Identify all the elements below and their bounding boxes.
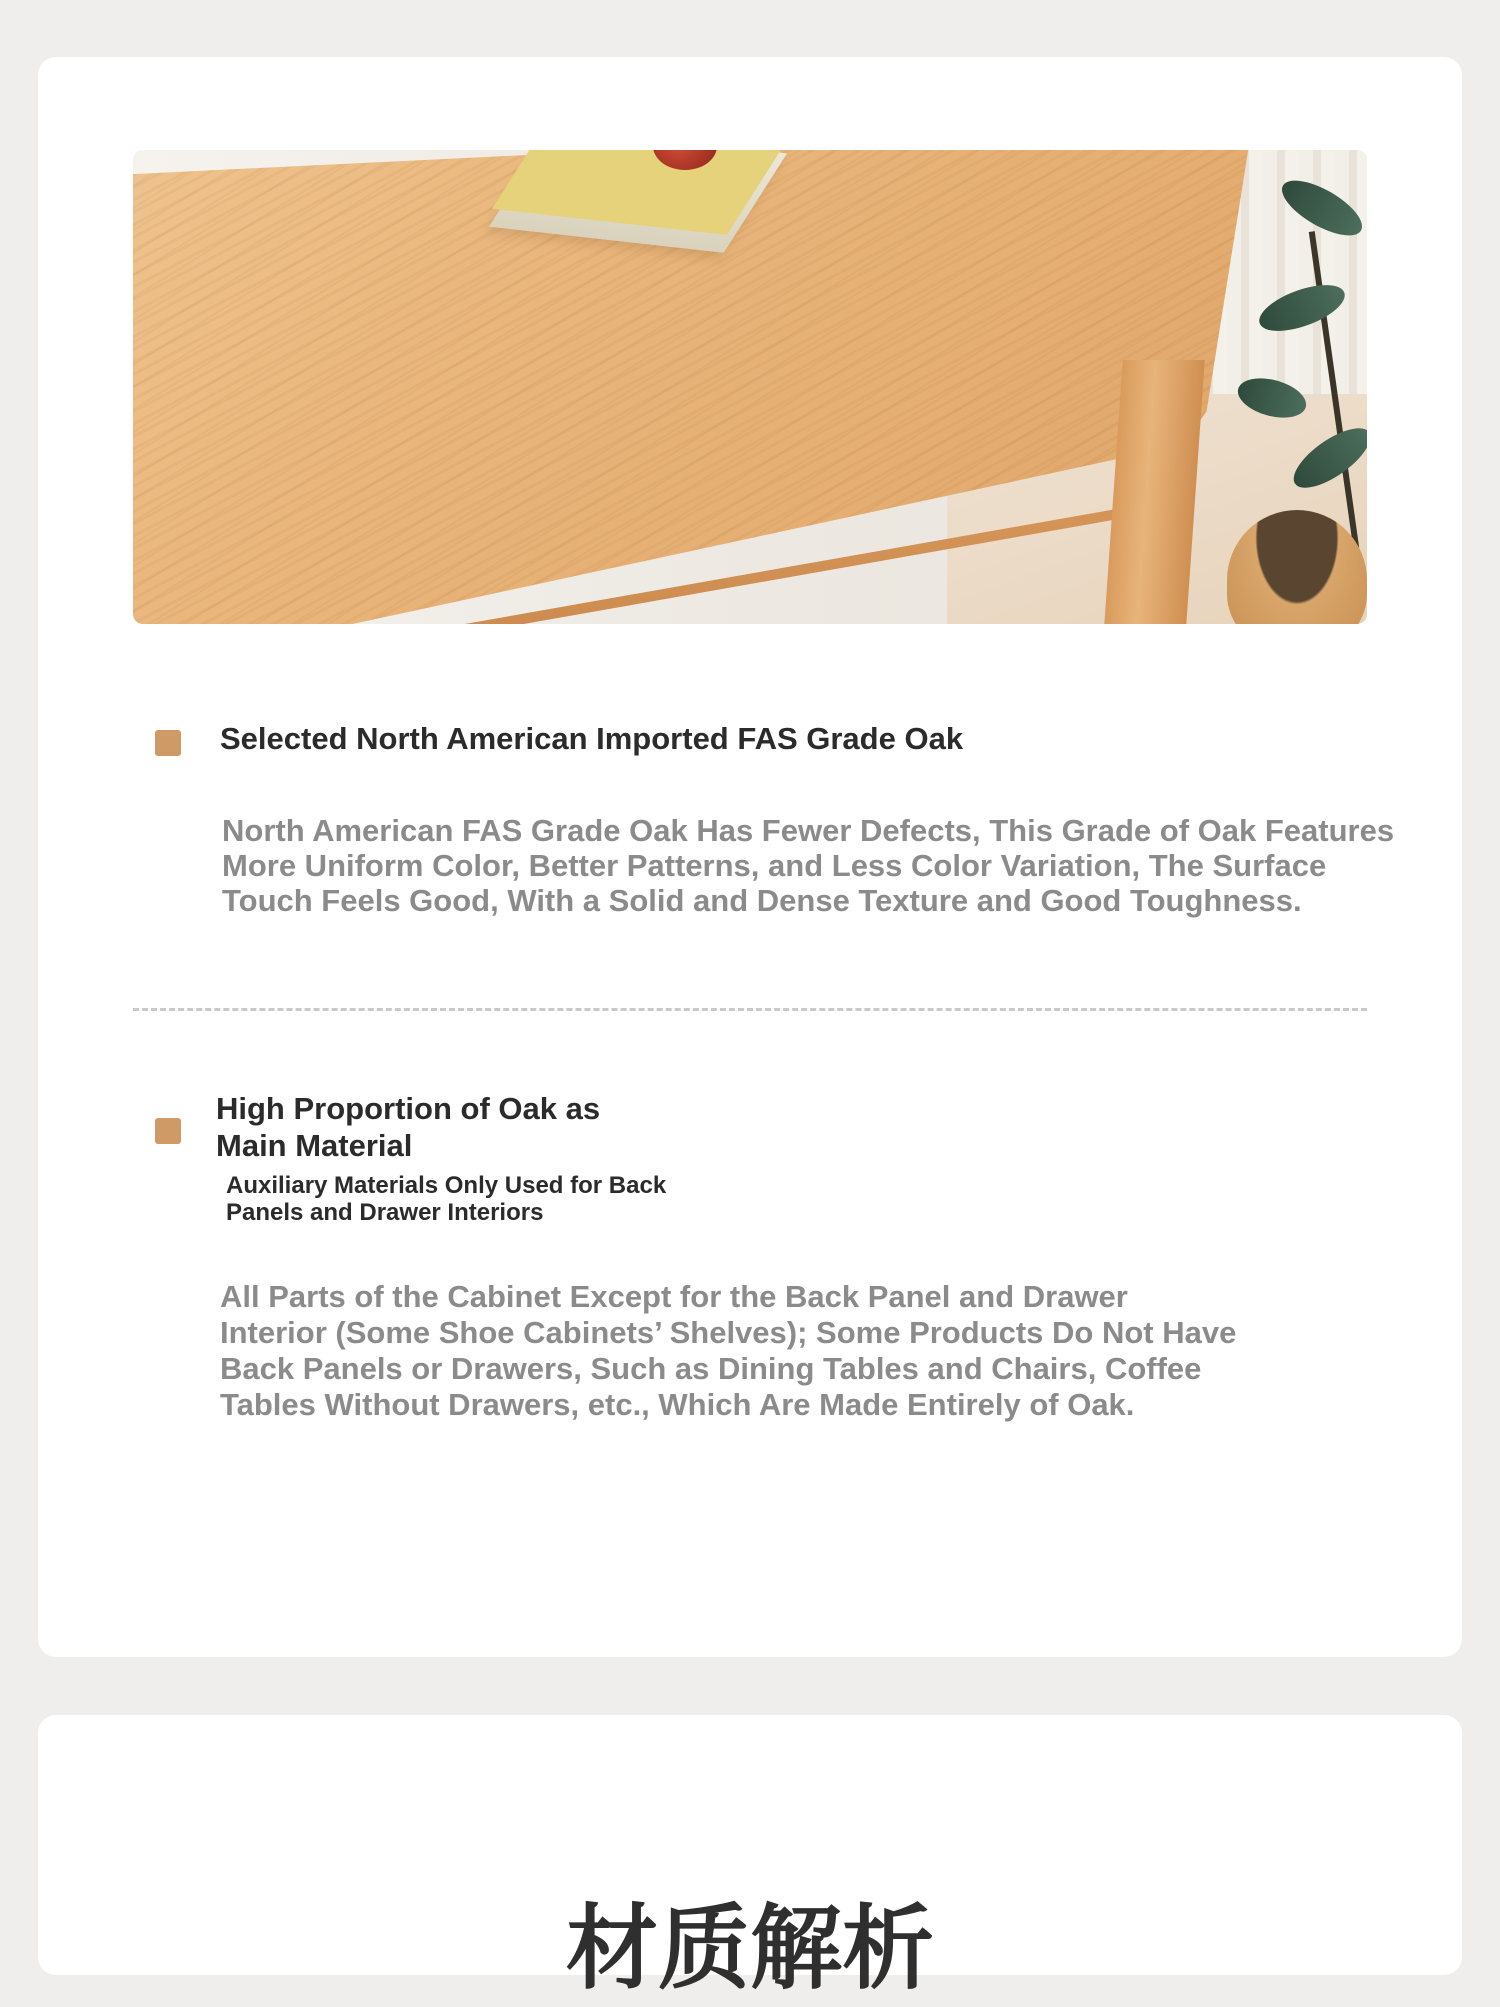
material-card: [38, 57, 1462, 1657]
section-title: 材质解析: [565, 1895, 934, 2002]
feature-description: [222, 813, 1442, 918]
subtitle-line: Panels and Drawer Interiors: [226, 1199, 544, 1226]
description-line: North American FAS Grade Oak Has Fewer Defects, This Grade of Oak Features: [222, 813, 1395, 848]
feature-bullet-icon: [155, 1118, 181, 1144]
description-line: Tables Without Drawers, etc., Which Are Made Entirely of Oak.: [220, 1387, 1135, 1422]
feature-title-text: Selected North American Imported FAS Grade Oak: [220, 721, 964, 756]
feature-title: [216, 1090, 916, 1164]
feature-title-line: High Proportion of Oak as: [216, 1091, 601, 1126]
feature-bullet-icon: [155, 730, 181, 756]
description-line: Touch Feels Good, With a Solid and Dense Texture and Good Toughness.: [222, 883, 1302, 918]
feature-subtitle: [226, 1172, 926, 1226]
feature-title-line: Main Material: [216, 1128, 413, 1163]
material-analysis-card: [38, 1715, 1462, 2002]
feature-description: [220, 1279, 1420, 1423]
description-line: Interior (Some Shoe Cabinets’ Shelves); Some Products Do Not Have: [220, 1315, 1237, 1350]
description-line: More Uniform Color, Better Patterns, and Less Color Variation, The Surface: [222, 848, 1327, 883]
description-line: All Parts of the Cabinet Except for the Back Panel and Drawer: [220, 1279, 1128, 1314]
description-line: Back Panels or Drawers, Such as Dining Tables and Chairs, Coffee: [220, 1351, 1202, 1386]
section-divider: [133, 1008, 1367, 1011]
subtitle-line: Auxiliary Materials Only Used for Back: [226, 1172, 667, 1199]
feature-title: [220, 720, 1320, 757]
oak-table-photo: [133, 150, 1367, 624]
